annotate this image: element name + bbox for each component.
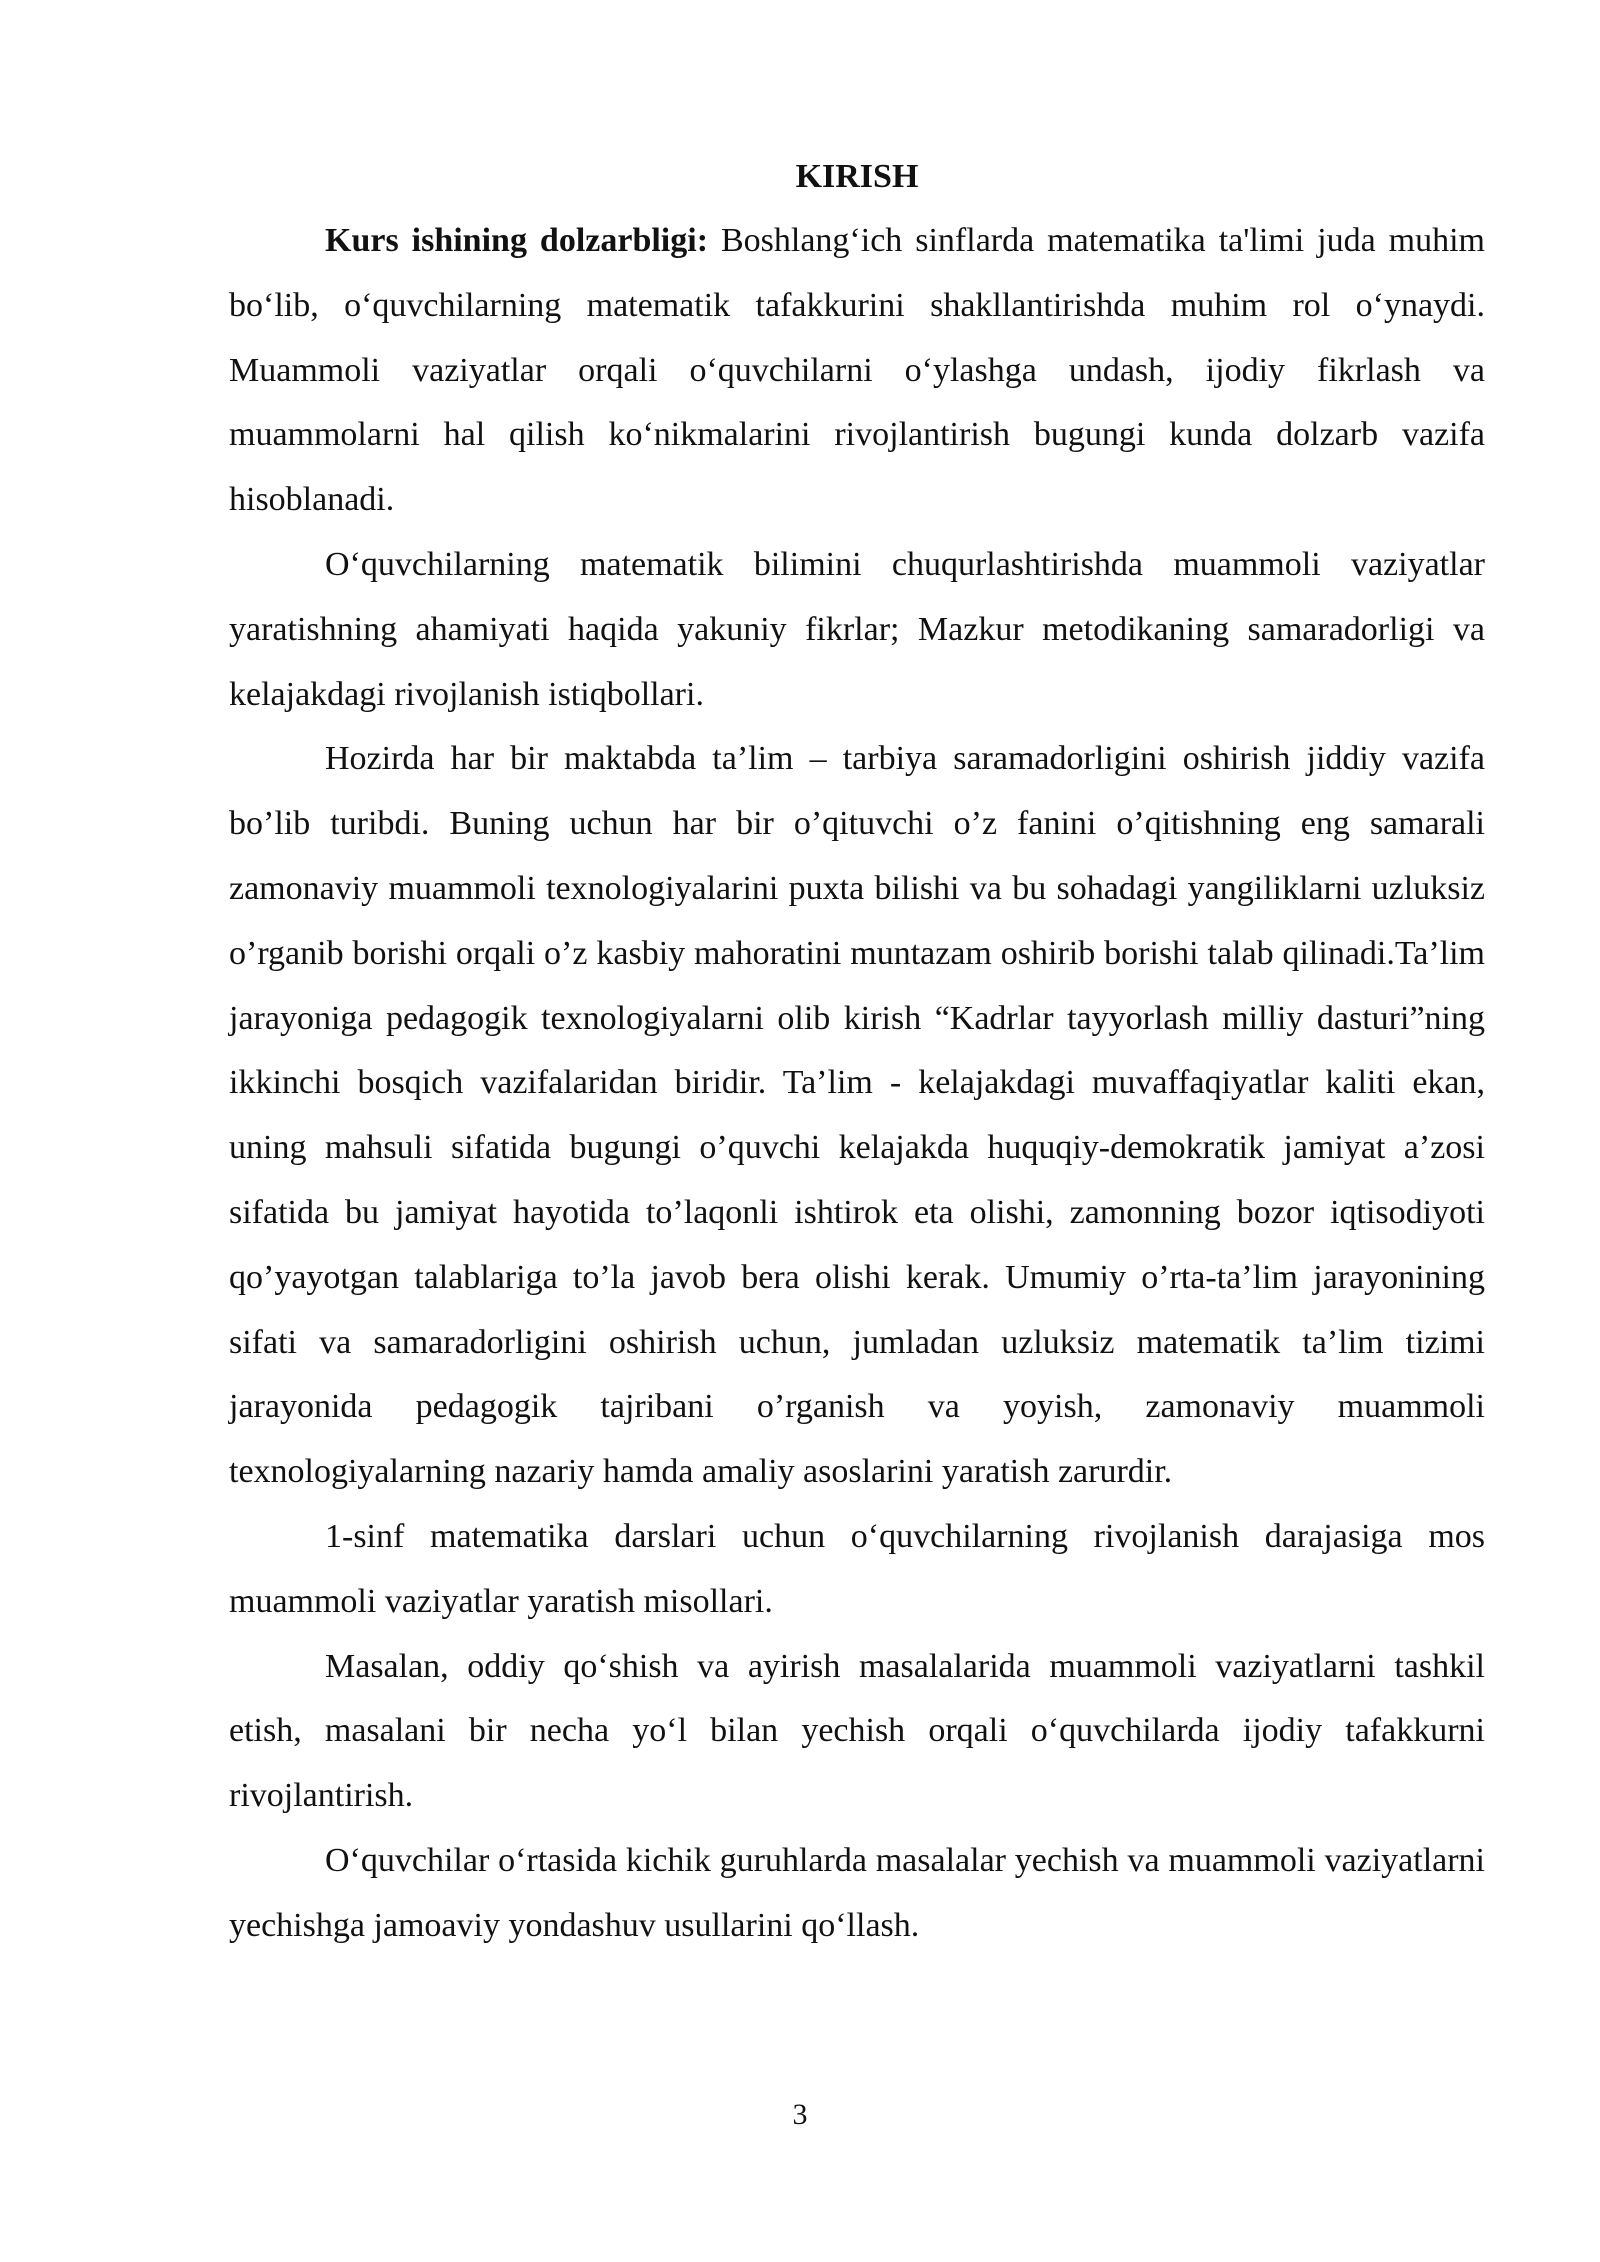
paragraph-lead: Kurs ishining dolzarbligi: xyxy=(325,222,709,259)
paragraph: O‘quvchilar o‘rtasida kichik guruhlarda masalalar yechish va muammoli vaziyatlarni yechishga jamoaviy yondashuv usullarini qo‘llash. xyxy=(229,1841,1485,1944)
paragraph: O‘quvchilarning matematik bilimini chuqurlashtirishda muammoli vaziyatlar yaratishning ahamiyati haqida yakuniy fikrlar; Mazkur metodikaning samaradorligi va kelajakdagi rivojlanish istiqbollari. xyxy=(229,545,1485,713)
page-number: 3 xyxy=(792,2098,808,2131)
paragraph: 1-sinf matematika darslari uchun o‘quvchilarning rivojlanish darajasiga mos muammoli vaziyatlar yaratish misollari. xyxy=(229,1517,1485,1620)
page-content xyxy=(229,145,1485,1959)
paragraph-text: Boshlang‘ich sinflarda matematika ta'limi juda muhim bo‘lib, o‘quvchilarning matematik tafakkurini shakllantirishda muhim rol o‘ynaydi. Muammoli vaziyatlar orqali o‘quvchilarni o‘ylashga undash, ijodiy fikrlash va muammolarni hal qilish ko‘nikmalarini rivojlantirish bugungi kunda dolzarb vazifa hisoblanadi. xyxy=(229,222,1485,519)
paragraph: Masalan, oddiy qo‘shish va ayirish masalalarida muammoli vaziyatlarni tashkil etish, masalani bir necha yo‘l bilan yechish orqali o‘quvchilarda ijodiy tafakkurni rivojlantirish. xyxy=(229,1647,1485,1815)
section-title: KIRISH xyxy=(795,158,919,195)
paragraph: Hozirda har bir maktabda ta’lim – tarbiya saramadorligini oshirish jiddiy vazifa bo’lib turibdi. Buning uchun har bir o’qituvchi o’z fanini o’qitishning eng samarali zamonaviy muammoli texnologiyalarini puxta bilishi va bu sohadagi yangiliklarni uzluksiz o’rganib borishi orqali o’z kasbiy mahoratini muntazam oshirib borishi talab qilinadi.Ta’lim jarayoniga pedagogik texnologiyalarni olib kirish “Kadrlar tayyorlash milliy dasturi”ning ikkinchi bosqich vazifalaridan biridir. Ta’lim - kelajakdagi muvaffaqiyatlar kaliti ekan, uning mahsuli sifatida bugungi o’quvchi kelajakda huquqiy-demokratik jamiyat a’zosi sifatida bu jamiyat hayotida to’laqonli ishtirok eta olishi, zamonning bozor iqtisodiyoti qo’yayotgan talablariga to’la javob bera olishi kerak. Umumiy o’rta-ta’lim jarayonining sifati va samaradorligini oshirish uchun, jumladan uzluksiz matematik ta’lim tizimi jarayonida pedagogik tajribani o’rganish va yoyish, zamonaviy muammoli texnologiyalarning nazariy hamda amaliy asoslarini yaratish zarurdir. xyxy=(229,740,1485,1491)
paragraph-relevance xyxy=(229,209,1485,533)
